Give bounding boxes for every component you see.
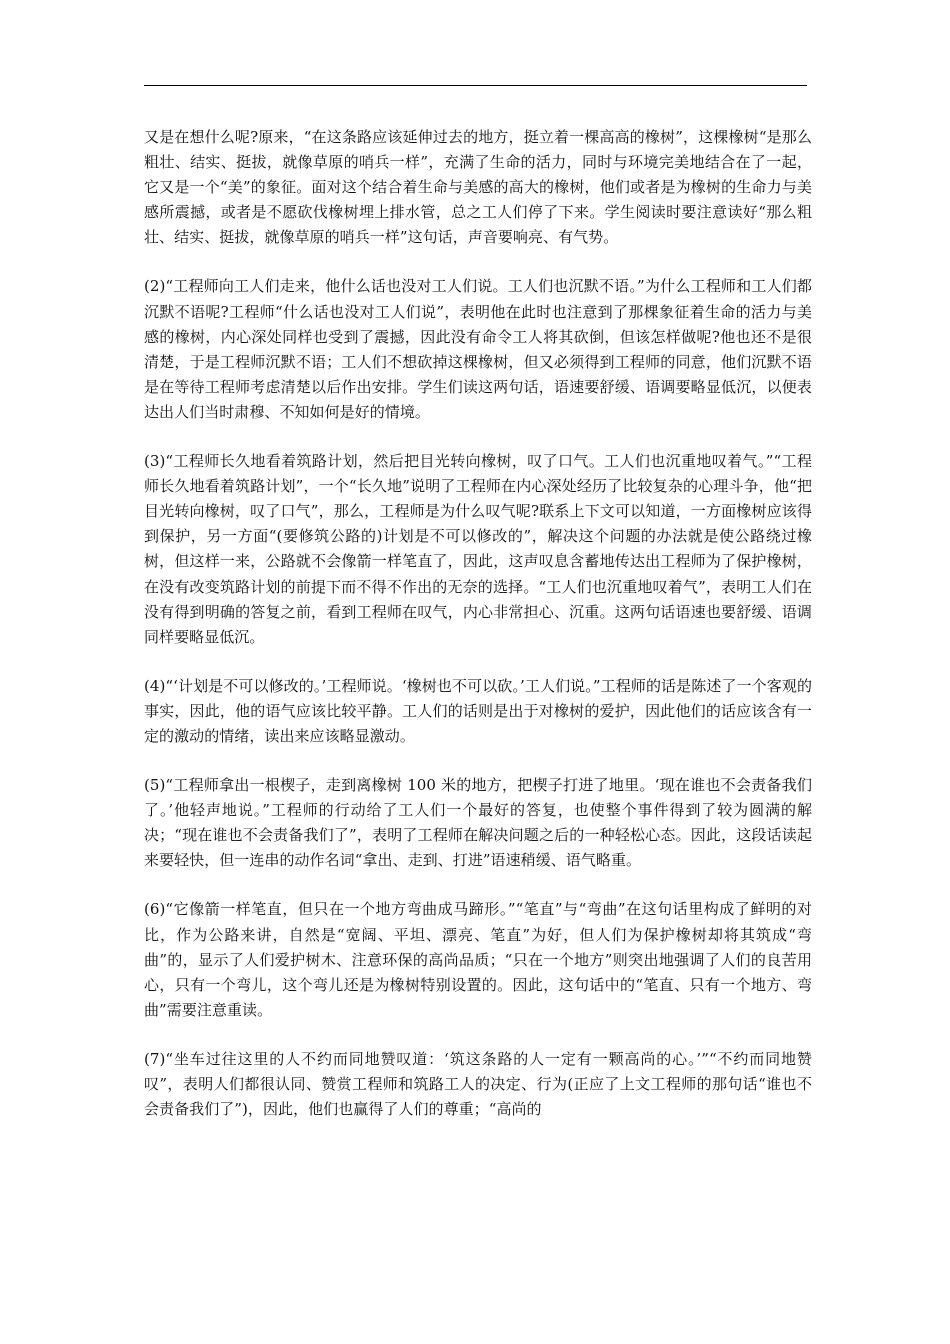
header-rule xyxy=(144,85,807,86)
paragraph-2: (2)“工程师向工人们走来，他什么话也没对工人们说。工人们也沉默不语。”为什么工程师和工人们都沉默不语呢?工程师“什么话也没对工人们说”，表明他在此时也注意到了那棵象征着生命的活力与美感的橡树，内心深处同样也受到了震撼，因此没有命令工人将其砍倒，但该怎样做呢?他也还不是很清楚，于是工程师沉默不语；工人们不想砍掉这棵橡树，但又必须得到工程师的同意，他们沉默不语是在等待工程师考虑清楚以后作出安排。学生们读这两句话，语速要舒缓、语调要略显低沉，以便表达出人们当时肃穆、不知如何是好的情境。 xyxy=(144,277,812,421)
document-body xyxy=(144,125,812,1146)
paragraph-7: (7)“坐车过往这里的人不约而同地赞叹道：‘筑这条路的人一定有一颗高尚的心。’”“不约而同地赞叹”，表明人们都很认同、赞赏工程师和筑路工人的决定、行为(正应了上文工程师的那句话“谁也不会责备我们了”)，因此，他们也赢得了人们的尊重；“高尚的 xyxy=(144,1049,812,1119)
paragraph-6: (6)“它像箭一样笔直，但只在一个地方弯曲成马蹄形。”“笔直”与“弯曲”在这句话里构成了鲜明的对比，作为公路来讲，自然是“宽阔、平坦、漂亮、笔直”为好，但人们为保护橡树却将其筑成“弯曲”的，显示了人们爱护树木、注意环保的高尚品质；“只在一个地方”则突出地强调了人们的良苦用心，只有一个弯儿，这个弯儿还是为橡树特别设置的。因此，这句话中的“笔直、只有一个地方、弯曲”需要注意重读。 xyxy=(144,900,812,1019)
paragraph-5: (5)“工程师拿出一根楔子，走到离橡树 100 米的地方，把楔子打进了地里。‘现在谁也不会责备我们了。’他轻声地说。”工程师的行动给了工人们一个最好的答复，也使整个事件得到了较为圆满的解决；“现在谁也不会责备我们了”，表明了工程师在解决问题之后的一种轻松心态。因此，这段话读起来要轻快，但一连串的动作名词“拿出、走到、打进”语速稍缓、语气略重。 xyxy=(144,776,812,870)
paragraph-3: (3)“工程师长久地看着筑路计划，然后把目光转向橡树，叹了口气。工人们也沉重地叹着气。”“工程师长久地看着筑路计划”，一个“长久地”说明了工程师在内心深处经历了比较复杂的心理斗争，他“把目光转向橡树，叹了口气”，那么，工程师是为什么叹气呢?联系上下文可以知道，一方面橡树应该得到保护，另一方面“(要修筑公路的)计划是不可以修改的”，解决这个问题的办法就是使公路绕过橡树，但这样一来，公路就不会像箭一样笔直了，因此，这声叹息含蓄地传达出工程师为了保护橡树，在没有改变筑路计划的前提下而不得不作出的无奈的选择。“工人们也沉重地叹着气”，表明工人们在没有得到明确的答复之前，看到工程师在叹气，内心非常担心、沉重。这两句话语速也要舒缓、语调同样要略显低沉。 xyxy=(144,452,812,646)
paragraph-4: (4)“‘计划是不可以修改的。’工程师说。‘橡树也不可以砍。’工人们说。”工程师的话是陈述了一个客观的事实，因此，他的语气应该比较平静。工人们的话则是出于对橡树的爱护，因此他们的话应该含有一定的激动的情绪，读出来应该略显激动。 xyxy=(144,676,812,745)
paragraph-1: 又是在想什么呢?原来，“在这条路应该延伸过去的地方，挺立着一棵高高的橡树”，这棵橡树“是那么粗壮、结实、挺拔，就像草原的哨兵一样”，充满了生命的活力，同时与环境完美地结合在了一起，它又是一个“美”的象征。面对这个结合着生命与美感的高大的橡树，他们或者是为橡树的生命力与美感所震撼，或者是不愿砍伐橡树埋上排水管，总之工人们停了下来。学生阅读时要注意读好“那么粗壮、结实、挺拔，就像草原的哨兵一样”这句话，声音要响亮、有气势。 xyxy=(144,128,812,247)
